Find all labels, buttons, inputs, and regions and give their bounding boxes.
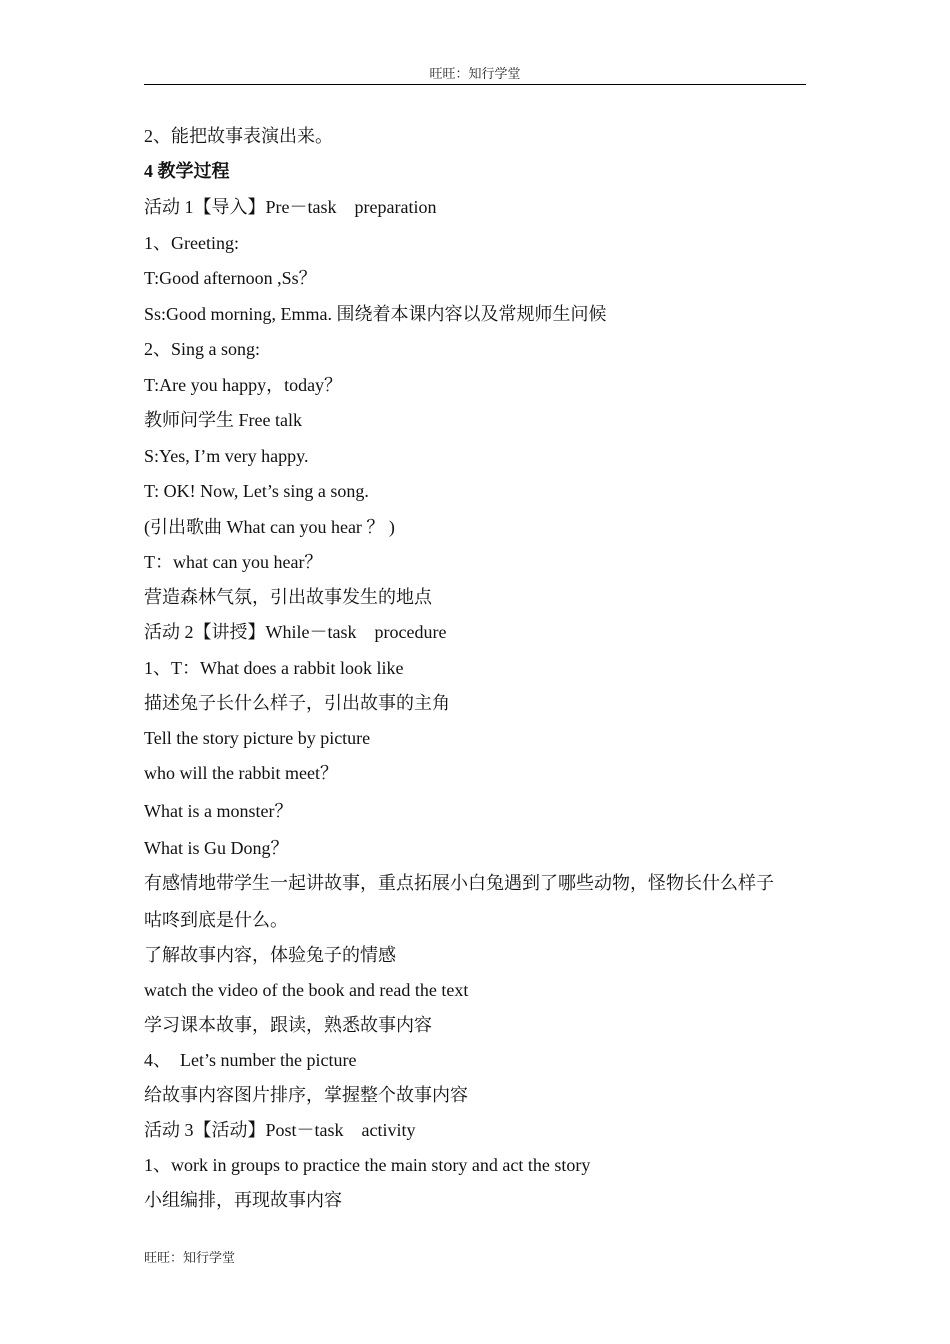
text-line: 1、work in groups to practice the main story and act the story <box>144 1155 591 1175</box>
text-line: 营造森林气氛，引出故事发生的地点 <box>144 587 432 607</box>
text-line: 1、T：What does a rabbit look like <box>144 658 404 678</box>
text-line: T: OK! Now, Let’s sing a song. <box>144 481 369 501</box>
text-line: 小组编排，再现故事内容 <box>144 1190 342 1210</box>
text-line: 教师问学生 Free talk <box>144 410 302 430</box>
text-line: What is a monster？ <box>144 801 293 821</box>
text-line: Ss:Good morning, Emma. 围绕着本课内容以及常规师生问候 <box>144 304 607 324</box>
text-line: watch the video of the book and read the text <box>144 980 469 1000</box>
text-line: 2、能把故事表演出来。 <box>144 126 333 146</box>
text-line: (引出歌曲 What can you hear ？ ) <box>144 517 395 537</box>
text-line: T:Good afternoon ,Ss？ <box>144 268 317 288</box>
text-line: 给故事内容图片排序，掌握整个故事内容 <box>144 1085 468 1105</box>
text-line: 1、Greeting: <box>144 233 239 253</box>
text-line: 描述兔子长什么样子，引出故事的主角 <box>144 693 450 713</box>
text-line: 活动 1【导入】Pre－task preparation <box>144 197 437 217</box>
text-line: T：what can you hear？ <box>144 552 323 572</box>
text-line: 2、Sing a song: <box>144 339 261 359</box>
text-line: 学习课本故事，跟读，熟悉故事内容 <box>144 1015 432 1035</box>
text-line: 咕咚到底是什么。 <box>144 910 288 930</box>
text-line: T:Are you happy，today？ <box>144 375 343 395</box>
text-line: 活动 2【讲授】While－task procedure <box>144 622 447 642</box>
text-line: 4、 Let’s number the picture <box>144 1050 357 1070</box>
text-line: 活动 3【活动】Post－task activity <box>144 1120 416 1140</box>
text-line: 了解故事内容，体验兔子的情感 <box>144 945 396 965</box>
section-heading: 4 教学过程 <box>144 161 230 181</box>
text-line: What is Gu Dong？ <box>144 838 289 858</box>
text-line: 有感情地带学生一起讲故事，重点拓展小白兔遇到了哪些动物，怪物长什么样子 <box>144 873 774 893</box>
text-line: who will the rabbit meet？ <box>144 763 338 783</box>
page-header: 旺旺：知行学堂 <box>144 64 806 85</box>
text-line: Tell the story picture by picture <box>144 728 371 748</box>
text-line: S:Yes, I’m very happy. <box>144 446 309 466</box>
page-footer: 旺旺：知行学堂 <box>144 1250 236 1265</box>
